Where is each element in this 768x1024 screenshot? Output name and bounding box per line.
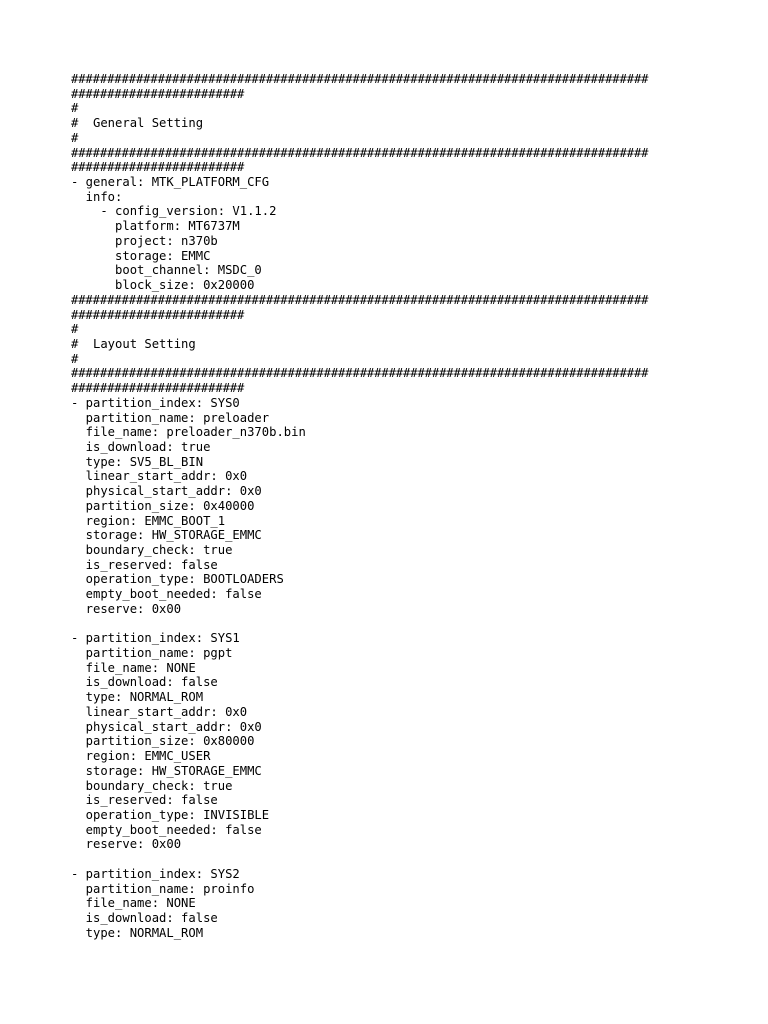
comment-line: #: [71, 130, 79, 145]
text-line: file_name: NONE: [71, 660, 196, 675]
text-line: project: n370b: [71, 233, 218, 248]
text-line: boot_channel: MSDC_0: [71, 263, 262, 278]
text-line: region: EMMC_USER: [71, 749, 211, 764]
text-line: partition_name: proinfo: [71, 881, 255, 896]
text-line: platform: MT6737M: [71, 219, 240, 234]
separator-line: ########################: [71, 86, 245, 101]
text-line: info:: [71, 189, 123, 204]
text-line: - config_version: V1.1.2: [71, 204, 277, 219]
comment-line: # General Setting: [71, 116, 204, 131]
entry-start-line: - partition_index: SYS2: [71, 866, 240, 881]
text-line: partition_name: preloader: [71, 410, 270, 425]
text-line: type: SV5_BL_BIN: [71, 454, 204, 469]
separator-line: ########################: [71, 160, 245, 175]
text-line: boundary_check: true: [71, 543, 233, 557]
text-line: physical_start_addr: 0x0: [71, 719, 262, 734]
text-line: linear_start_addr: 0x0: [71, 469, 248, 484]
text-line: partition_size: 0x40000: [71, 498, 255, 513]
text-line: type: NORMAL_ROM: [71, 925, 204, 940]
entry-start-line: - partition_index: SYS0: [71, 395, 240, 410]
separator-line: ################################################################################: [71, 292, 649, 307]
comment-line: #: [71, 101, 79, 116]
text-line: linear_start_addr: 0x0: [71, 704, 248, 719]
text-line: is_download: true: [71, 439, 211, 454]
separator-line: ################################################################################: [71, 366, 649, 381]
separator-line: ########################: [71, 307, 245, 322]
entry-start-line: - general: MTK_PLATFORM_CFG: [71, 175, 270, 190]
text-line: partition_name: pgpt: [71, 646, 233, 661]
text-line: type: NORMAL_ROM: [71, 690, 204, 705]
text-line: reserve: 0x00: [71, 601, 182, 616]
text-line: empty_boot_needed: false: [71, 822, 262, 837]
text-line: physical_start_addr: 0x0: [71, 484, 262, 499]
comment-line: #: [71, 322, 79, 337]
text-line: is_reserved: false: [71, 793, 218, 808]
entry-start-line: - partition_index: SYS1: [71, 631, 240, 646]
blank-line: [71, 852, 711, 867]
scatter-file-text: [71, 72, 711, 940]
text-line: partition_size: 0x80000: [71, 734, 255, 749]
text-line: is_download: false: [71, 675, 218, 690]
comment-line: # Layout Setting: [71, 336, 196, 351]
text-line: block_size: 0x20000: [71, 278, 255, 293]
text-line: operation_type: INVISIBLE: [71, 807, 270, 822]
text-line: storage: HW_STORAGE_EMMC: [71, 763, 262, 778]
comment-line: #: [71, 351, 79, 366]
blank-line: [71, 617, 711, 632]
text-line: file_name: NONE: [71, 896, 196, 911]
text-line: is_reserved: false: [71, 557, 218, 572]
separator-line: ################################################################################: [71, 72, 649, 86]
text-line: storage: HW_STORAGE_EMMC: [71, 528, 262, 543]
text-line: file_name: preloader_n370b.bin: [71, 425, 306, 440]
text-line: storage: EMMC: [71, 248, 211, 263]
text-line: is_download: false: [71, 910, 218, 925]
text-line: operation_type: BOOTLOADERS: [71, 572, 284, 587]
text-line: boundary_check: true: [71, 778, 233, 793]
text-line: reserve: 0x00: [71, 837, 182, 852]
text-line: empty_boot_needed: false: [71, 587, 262, 602]
text-line: region: EMMC_BOOT_1: [71, 513, 226, 528]
separator-line: ########################: [71, 381, 245, 396]
separator-line: ################################################################################: [71, 145, 649, 160]
